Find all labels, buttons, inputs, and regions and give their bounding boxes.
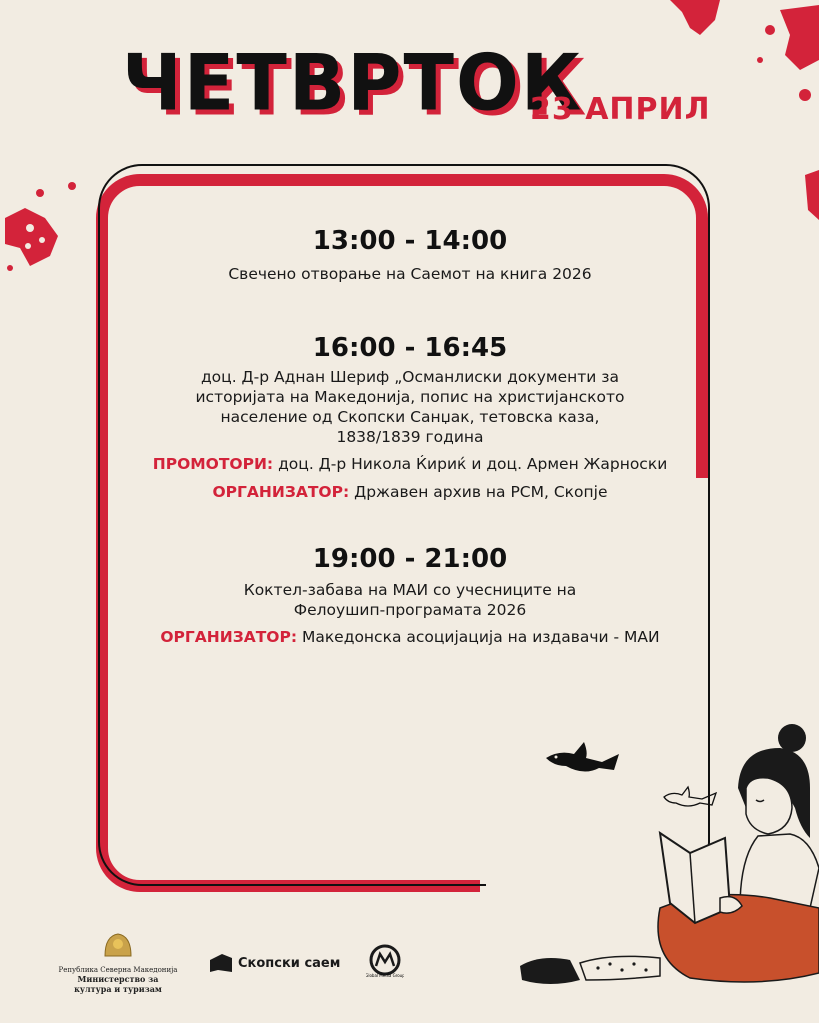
event-description: Свечено отворање на Саемот на книга 2026 — [228, 265, 592, 283]
splatter-left — [0, 178, 80, 278]
event-1 — [140, 226, 680, 284]
event-description-line: историјата на Македонија, попис на христијанското — [195, 388, 625, 406]
organizer-line — [140, 481, 680, 503]
event-time: 16:00 - 16:45 — [312, 333, 508, 363]
event-3 — [140, 544, 680, 648]
organizer-label: ОРГАНИЗАТОР: — [160, 628, 298, 646]
ministry-line2: Министерство за култура и туризам — [74, 974, 162, 994]
date-label: 23 АПРИЛ — [530, 92, 711, 127]
day-title: ЧЕТВРТОК — [122, 37, 584, 129]
saem-logo — [210, 954, 340, 972]
coat-of-arms-icon — [101, 930, 135, 960]
event-description-line: Фелоушип-програмата 2026 — [293, 601, 527, 619]
promoters-value: доц. Д-р Никола Ќириќ и доц. Армен Жарноски — [278, 455, 668, 473]
gm-logo-icon — [366, 944, 404, 978]
promoters-line — [140, 453, 680, 475]
event-time: 19:00 - 21:00 — [312, 544, 508, 574]
event-description-line: доц. Д-р Аднан Шериф „Османлиски документи за — [200, 368, 620, 386]
event-description-line: 1838/1839 година — [336, 428, 484, 446]
event-2 — [140, 333, 680, 503]
organizer-value: Македонска асоцијација на издавачи - МАИ — [301, 628, 660, 646]
event-description-line: Коктел-забава на МАИ со учесниците на — [243, 581, 577, 599]
event-description-line: население од Скопски Санџак, тетовска каза, — [220, 408, 600, 426]
event-time: 13:00 - 14:00 — [312, 226, 508, 256]
ministry-line1: Република Северна Македонија — [58, 966, 178, 974]
saem-label: Скопски саем — [238, 955, 341, 971]
reading-girl-illustration — [510, 718, 819, 998]
ministry-logo — [58, 930, 178, 994]
organizer-line — [140, 626, 680, 648]
gm-logo — [366, 944, 404, 982]
saem-logo-icon — [210, 954, 232, 972]
organizer-label: ОРГАНИЗАТОР: — [212, 483, 350, 501]
splatter-right — [800, 170, 819, 230]
promoters-label: ПРОМОТОРИ: — [152, 455, 274, 473]
gm-caption: Global Media Group — [366, 973, 404, 978]
organizer-value: Државен архив на РСМ, Скопје — [354, 483, 608, 501]
